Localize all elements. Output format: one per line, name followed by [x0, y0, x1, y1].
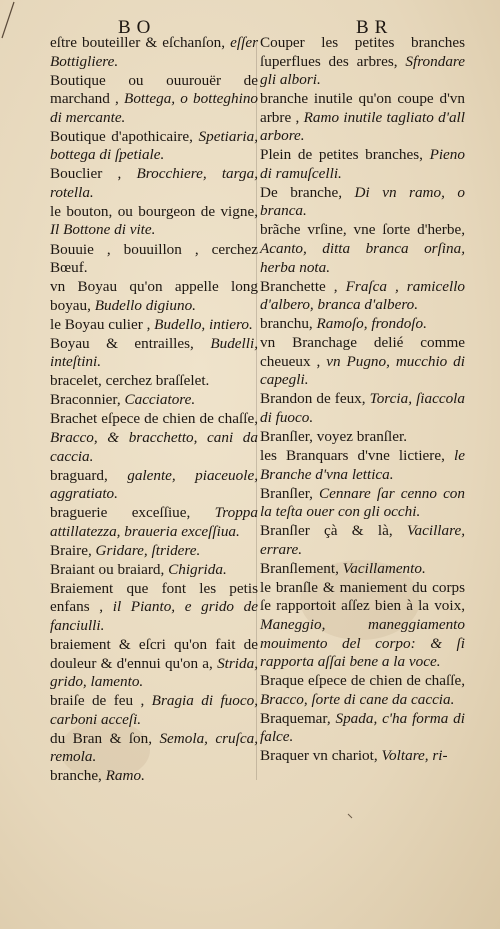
- french-term: Branſler çà & là,: [260, 522, 407, 540]
- dictionary-entry: [260, 278, 465, 315]
- french-term: Braquemar,: [260, 709, 336, 727]
- italian-gloss: Bottega, o botteghino di mercante.: [50, 90, 259, 126]
- dictionary-entry: [50, 278, 258, 315]
- italian-gloss: Maneggio, maneggiamento mouimento del corpo: & ſi rapporta aſſai bene a la voce.: [260, 615, 465, 671]
- french-term: Branſler, voyez branſler.: [260, 427, 407, 445]
- italian-gloss: Ramoſo, frondoſo.: [316, 315, 427, 333]
- french-term: Braque eſpece de chien de chaſſe,: [260, 672, 465, 690]
- dictionary-entry: [260, 315, 465, 334]
- dictionary-entry: [260, 579, 465, 672]
- dictionary-entry: [260, 485, 465, 522]
- dictionary-entry: [50, 580, 258, 636]
- french-term: Branſlement,: [260, 559, 343, 577]
- french-term: Brandon de feux,: [260, 390, 370, 408]
- french-term: Bouclier ,: [50, 165, 137, 183]
- italian-gloss: il Pianto, e grido de fanciulli.: [50, 598, 258, 634]
- italian-gloss: Spada, c'ha forma di falce.: [260, 709, 465, 746]
- running-header-right: BR: [356, 17, 394, 38]
- dictionary-entry: [50, 72, 258, 128]
- dictionary-entry: [50, 542, 258, 561]
- dictionary-entry: [260, 184, 465, 221]
- french-term: branche inutile qu'on coupe d'vn arbre ,: [260, 90, 465, 126]
- french-term: braiſe de feu ,: [50, 692, 152, 710]
- french-term: les Branquars d'vne lictiere,: [260, 447, 455, 465]
- french-term: brãche vrſine, vne ſorte d'herbe,: [260, 221, 465, 239]
- italian-gloss: Troppa attillatezza, braueria exceſſiua.: [50, 504, 258, 540]
- italian-gloss: Pieno di ramuſcelli.: [260, 146, 465, 182]
- dictionary-entry: [50, 335, 258, 372]
- italian-gloss: Bragia di fuoco, carboni acceſi.: [50, 692, 258, 728]
- french-term: Braquer vn chariot,: [260, 747, 382, 765]
- french-term: braiement & eſcri qu'on fait de douleur & d'ennui qu'on a,: [50, 636, 258, 672]
- dictionary-entry: [50, 203, 258, 240]
- ink-mark: [330, 800, 370, 830]
- dictionary-entry: [260, 747, 465, 766]
- italian-gloss: Spetiaria, bottega di ſpetiale.: [50, 127, 258, 164]
- italian-gloss: galente, piaceuole, aggratiato.: [50, 466, 258, 503]
- italian-gloss: Ramo.: [105, 767, 145, 785]
- french-term: braguard,: [50, 466, 128, 484]
- italian-gloss: Semola, cruſca, remola.: [50, 729, 258, 766]
- italian-gloss: Di vn ramo, o branca.: [260, 183, 465, 220]
- dictionary-entry: [50, 128, 258, 165]
- italian-gloss: Voltare, ri-: [381, 747, 448, 765]
- dictionary-entry: [50, 241, 258, 278]
- dictionary-entry: [260, 428, 465, 447]
- french-term: bracelet, cerchez braſſelet.: [50, 372, 210, 390]
- french-term: Braire,: [50, 541, 96, 559]
- french-term: Braiant ou braiard,: [50, 560, 169, 578]
- italian-gloss: Gridare, ſtridere.: [95, 541, 201, 559]
- french-term: le Boyau culier ,: [50, 315, 155, 333]
- french-term: branchu,: [260, 315, 317, 333]
- dictionary-entry: [50, 692, 258, 729]
- french-term: Couper les petites branches ſuperflues des arbres,: [260, 34, 465, 70]
- french-term: Bouuie , bouuillon , cerchez Bœuf.: [50, 240, 258, 277]
- italian-gloss: Sfrondare gli albori.: [260, 52, 465, 89]
- italian-gloss: Budello digiuno.: [94, 296, 196, 314]
- french-term: Boutique ou ouurouër de marchand ,: [50, 71, 258, 108]
- italian-gloss: Bracco, ſorte di cane da caccia.: [260, 690, 455, 708]
- italian-gloss: Cennare ſar cenno con la teſta ouer con gli occhi.: [260, 484, 465, 521]
- french-term: du Bran & ſon,: [50, 729, 160, 747]
- italian-gloss: Chigrida.: [168, 560, 227, 578]
- french-term: eſtre bouteiller & eſchanſon,: [50, 34, 231, 51]
- french-term: Plein de petites branches,: [260, 146, 430, 164]
- dictionary-entry: [260, 390, 465, 427]
- dictionary-entry: [50, 316, 258, 335]
- dictionary-entry: [50, 561, 258, 580]
- page-corner-mark: [0, 0, 40, 40]
- dictionary-entry: [260, 710, 465, 747]
- french-term: Branchette ,: [260, 277, 346, 295]
- italian-gloss: Torcia, ſiaccola di fuoco.: [260, 390, 465, 426]
- italian-gloss: vn Pugno, mucchio di capegli.: [260, 352, 465, 389]
- italian-gloss: Budello, intiero.: [154, 315, 253, 333]
- french-term: vn Boyau qu'on appelle long boyau,: [50, 278, 258, 314]
- dictionary-entry: [260, 447, 465, 484]
- dictionary-entry: [260, 146, 465, 183]
- dictionary-entry: [260, 90, 465, 146]
- italian-gloss: Cacciatore.: [124, 391, 196, 409]
- dictionary-entry: [260, 34, 465, 90]
- french-term: le bouton, ou bourgeon de vigne,: [50, 202, 258, 220]
- french-term: De branche,: [260, 183, 355, 201]
- french-term: Boutique d'apothicaire,: [50, 127, 199, 145]
- italian-gloss: Strida, grido, lamento.: [50, 654, 258, 691]
- italian-gloss: Vacillamento.: [342, 559, 426, 577]
- italian-gloss: eſſer Bottigliere.: [50, 34, 258, 70]
- french-term: Brachet eſpece de chien de chaſſe,: [50, 410, 258, 428]
- dictionary-entry: [50, 767, 258, 786]
- italian-gloss: le Branche d'vna lettica.: [260, 447, 465, 483]
- french-term: Braconnier,: [50, 391, 125, 409]
- italian-gloss: Bracco, & bracchetto, cani da caccia.: [50, 428, 258, 465]
- french-term: braguerie exceſſiue,: [50, 504, 215, 522]
- dictionary-entry: [50, 730, 258, 767]
- dictionary-entry: [50, 34, 258, 71]
- italian-gloss: Budelli, inteſtini.: [50, 334, 258, 371]
- right-column: [260, 34, 465, 766]
- dictionary-entry: [260, 221, 465, 277]
- french-term: Branſler,: [260, 484, 320, 502]
- running-header-left: BO: [118, 17, 157, 38]
- dictionary-entry: [50, 636, 258, 692]
- italian-gloss: Brocchiere, targa, rotella.: [50, 165, 258, 201]
- dictionary-entry: [260, 522, 465, 559]
- italian-gloss: Acanto, ditta branca orſina, herba nota.: [260, 240, 465, 276]
- dictionary-entry: [50, 165, 258, 202]
- french-term: vn Branchage delié comme cheueux ,: [260, 334, 465, 370]
- dictionary-entry: [50, 372, 258, 391]
- french-term: Boyau & entrailles,: [50, 334, 211, 352]
- italian-gloss: Vacillare, errare.: [260, 522, 465, 558]
- left-column: [50, 34, 258, 786]
- dictionary-entry: [260, 560, 465, 579]
- dictionary-entry: [50, 467, 258, 504]
- french-term: branche,: [50, 767, 106, 785]
- dictionary-entry: [50, 410, 258, 466]
- dictionary-entry: [260, 672, 465, 709]
- french-term: le branſle & maniement du corps ſe rapportoit aſſez bien à la voix,: [260, 578, 465, 615]
- dictionary-entry: [50, 391, 258, 410]
- italian-gloss: Ramo inutile tagliato d'all arbore.: [260, 108, 465, 145]
- dictionary-entry: [260, 334, 465, 390]
- french-term: Braiement que font les petis enfans ,: [50, 579, 258, 616]
- italian-gloss: Fraſca , ramicello d'albero, branca d'albero.: [260, 277, 466, 314]
- italian-gloss: Il Bottone di vite.: [50, 221, 156, 239]
- dictionary-entry: [50, 504, 258, 541]
